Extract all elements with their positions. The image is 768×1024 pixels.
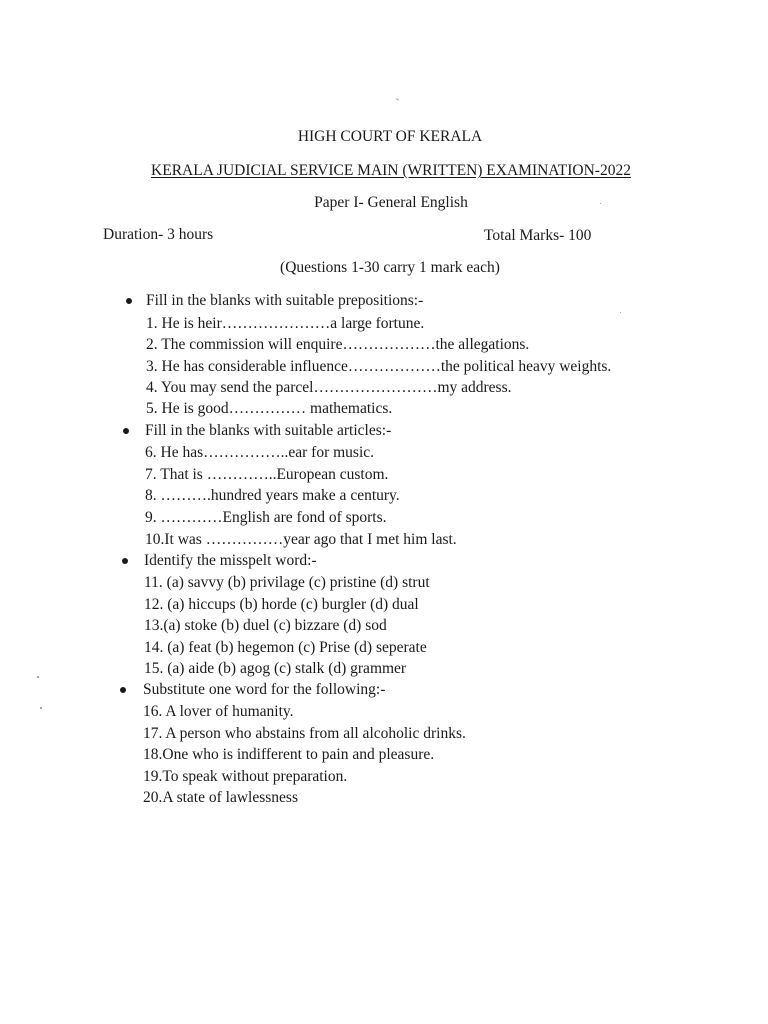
- question-item: 10.It was ……………year ago that I met him last.: [145, 531, 457, 548]
- section-instruction: Identify the misspelt word:-: [144, 552, 317, 569]
- bullet-icon: [122, 558, 128, 564]
- paper-title: Paper I- General English: [314, 194, 468, 211]
- question-item: 19.To speak without preparation.: [143, 768, 348, 785]
- question-item: 8. ……….hundred years make a century.: [145, 487, 400, 504]
- question-item: 9. …………English are fond of sports.: [145, 509, 387, 526]
- duration-text: Duration- 3 hours: [103, 226, 214, 243]
- question-item: 6. He has……………..ear for music.: [145, 444, 375, 461]
- question-item: 4. You may send the parcel……………………my address.: [146, 379, 512, 396]
- question-item: 17. A person who abstains from all alcoholic drinks.: [143, 725, 466, 742]
- total-marks-text: Total Marks- 100: [484, 227, 592, 244]
- question-item: 18.One who is indifferent to pain and pleasure.: [143, 746, 435, 763]
- question-item: 20.A state of lawlessness: [143, 789, 298, 806]
- question-item: 1. He is heir…………………a large fortune.: [146, 315, 425, 332]
- bullet-icon: [120, 687, 126, 693]
- section-instruction: Substitute one word for the following:-: [143, 681, 386, 698]
- section-instruction: Fill in the blanks with suitable prepositions:-: [146, 292, 424, 309]
- court-title: HIGH COURT OF KERALA: [297, 128, 483, 145]
- question-item: 11. (a) savvy (b) privilage (c) pristine (d) strut: [144, 574, 430, 591]
- question-item: 7. That is …………..European custom.: [145, 466, 389, 483]
- scan-speck: [37, 676, 39, 678]
- section-instruction: Fill in the blanks with suitable articles:-: [145, 422, 392, 439]
- question-item: 3. He has considerable influence………………the political heavy weights.: [146, 358, 612, 375]
- scan-speck: [620, 312, 621, 313]
- exam-title: KERALA JUDICIAL SERVICE MAIN (WRITTEN) EXAMINATION-2022: [151, 162, 631, 179]
- bullet-icon: [126, 298, 132, 304]
- question-item: 15. (a) aide (b) agog (c) stalk (d) grammer: [144, 660, 407, 677]
- question-item: 12. (a) hiccups (b) horde (c) burgler (d) dual: [144, 596, 419, 613]
- bullet-icon: [123, 428, 129, 434]
- question-item: 16. A lover of humanity.: [143, 703, 294, 720]
- question-item: 13.(a) stoke (b) duel (c) bizzare (d) sod: [144, 617, 387, 634]
- scan-speck: [396, 98, 399, 101]
- question-item: 14. (a) feat (b) hegemon (c) Prise (d) seperate: [144, 639, 427, 656]
- question-item: 5. He is good…………… mathematics.: [146, 400, 393, 417]
- question-item: 2. The commission will enquire………………the allegations.: [146, 336, 530, 353]
- scan-speck: [40, 707, 42, 709]
- marks-note: (Questions 1-30 carry 1 mark each): [280, 259, 500, 276]
